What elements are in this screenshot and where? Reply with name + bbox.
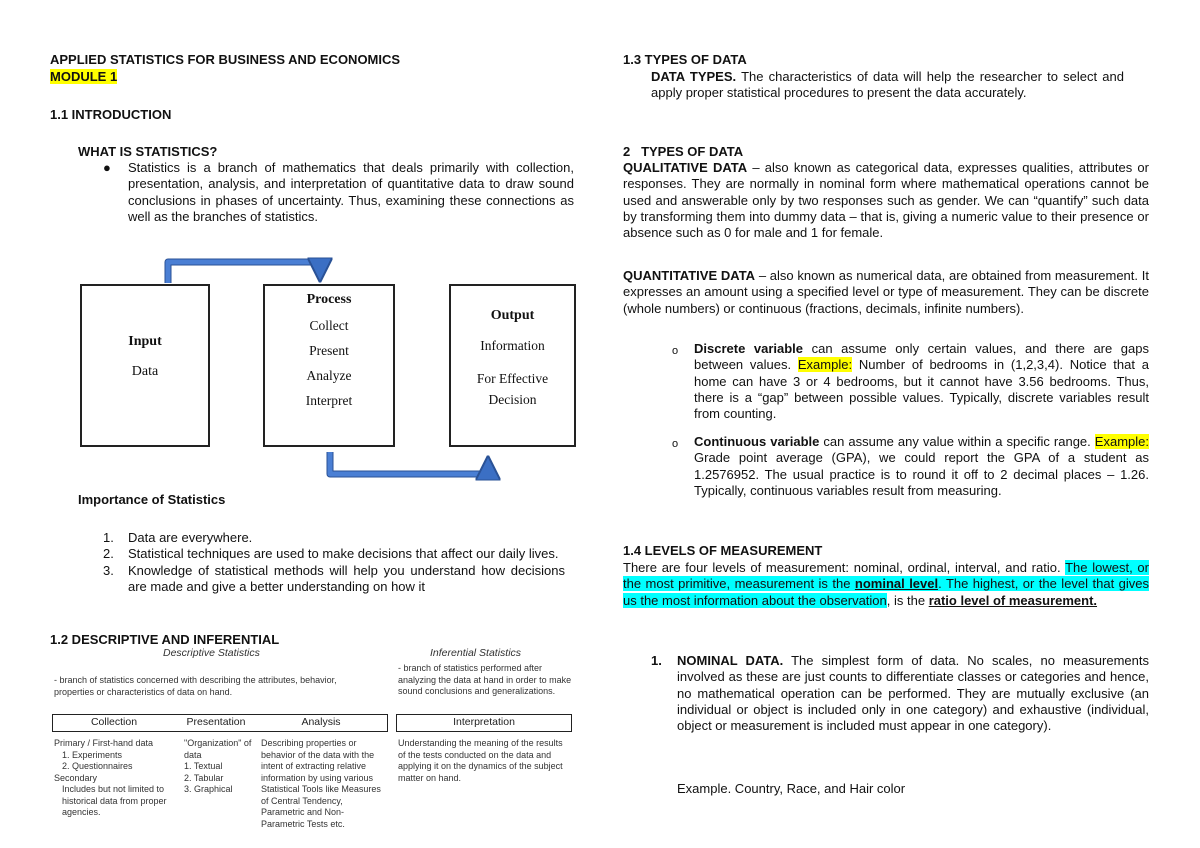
output-box bbox=[449, 284, 576, 447]
inferential-definition: - branch of statistics performed after analyzing the data at hand in order to make sound conclusions and generalizations. bbox=[398, 663, 572, 696]
discrete-variable-item: Discrete variable can assume only certain values, and there are gaps between values. Example: Number of bedrooms in (1,2,3,4). Notice that a home can have 3 or 4 bedrooms, but it cannot have 3.56 bedrooms. Thus, there is a “gap” between possible values. Typically, discrete variables result from counting. bbox=[694, 341, 1149, 422]
collection-cell: Primary / First-hand data 1. Experiments 2. Questionnaires Secondary Includes but not limited to historical data from proper agencies. bbox=[54, 738, 167, 817]
process-item-interpret: Interpret bbox=[305, 393, 353, 408]
list-item: 1. Data are everywhere. bbox=[103, 530, 253, 545]
output-item-information: Information bbox=[480, 338, 545, 353]
list-item: 3. Knowledge of statistical methods will help you understand how decisions are made and give a better understanding on how it bbox=[103, 562, 565, 594]
output-item-decision: For Effective Decision bbox=[476, 371, 549, 407]
header-collection: Collection bbox=[90, 716, 138, 728]
levels-heading: 1.4 LEVELS OF MEASUREMENT bbox=[623, 543, 823, 558]
data-types-paragraph: DATA TYPES. The characteristics of data will help the researcher to select and apply proper statistical procedures to present the data accurately. bbox=[651, 69, 1124, 101]
header-analysis: Analysis bbox=[301, 716, 341, 728]
what-is-statistics-heading: WHAT IS STATISTICS? bbox=[78, 144, 218, 159]
importance-heading: Importance of Statistics bbox=[78, 492, 226, 507]
presentation-cell: "Organization" of data 1. Textual 2. Tabular 3. Graphical bbox=[184, 738, 252, 794]
header-presentation: Presentation bbox=[186, 716, 246, 728]
two-types-heading: 2 TYPES OF DATA bbox=[623, 144, 744, 159]
arrow-input-to-process bbox=[168, 262, 320, 283]
module-highlight: MODULE 1 bbox=[50, 69, 118, 84]
quantitative-paragraph: QUANTITATIVE DATA – also known as numerical data, are obtained from measurement. It expresses an amount using a specified level or type of measurement. They can be discrete (whole numbers) or continuous (fractions, decimals, infinite numbers). bbox=[623, 268, 1149, 316]
output-title: Output bbox=[490, 308, 535, 323]
nominal-example: Example. Country, Race, and Hair color bbox=[677, 781, 906, 796]
nominal-number: 1. bbox=[651, 653, 662, 668]
process-item-analyze: Analyze bbox=[306, 368, 352, 383]
statistics-definition: Statistics is a branch of mathematics that deals primarily with collection, presentation, analysis, and interpretation of quantitative data to draw sound conclusions in phases of uncertainty. Thus, examining these connections as well as the branches of statistics. bbox=[128, 160, 574, 224]
input-box bbox=[80, 284, 210, 447]
bullet-icon: ● bbox=[103, 160, 111, 175]
analysis-cell: Describing properties or behavior of the data with the intent of extracting relative information by using various Statistical Tools like Measures of Central Tendency, Parametric and Non-Parametric Tests etc. bbox=[261, 738, 381, 829]
qualitative-paragraph: QUALITATIVE DATA – also known as categorical data, expresses qualities, attributes or responses. They are normally in nominal form where mathematical operations cannot be used and answerable only by two responses such as gender. We can “quantify” such data by transforming them into dummy data – that is, giving a numeric value to their presence or absence such as 0 for male and 1 for female. bbox=[623, 160, 1149, 241]
continuous-variable-item: Continuous variable can assume any value within a specific range. Example: Grade point average (GPA), we could report the GPA of a student as 1.2576952. The usual practice is to round it off to 2 decimal places – 1.26. Typically, continuous variables result from measuring. bbox=[694, 434, 1149, 498]
descriptive-inferential-heading: 1.2 DESCRIPTIVE AND INFERENTIAL bbox=[50, 632, 280, 647]
process-title: Process bbox=[306, 292, 352, 307]
descriptive-title: Descriptive Statistics bbox=[163, 647, 260, 659]
process-box bbox=[263, 284, 395, 447]
circle-bullet-icon: o bbox=[672, 345, 679, 357]
process-item-collect: Collect bbox=[309, 318, 349, 333]
nominal-level-term: nominal level bbox=[854, 576, 939, 592]
descriptive-definition: - branch of statistics concerned with describing the attributes, behavior, properties or characteristics of data on hand. bbox=[54, 675, 337, 697]
example-highlight: Example: bbox=[797, 357, 853, 373]
input-item: Data bbox=[131, 364, 159, 379]
importance-list bbox=[103, 530, 565, 595]
interpretation-cell: Understanding the meaning of the results of the tests conducted on the data and applying it on the dynamics of the subject matter on hand. bbox=[398, 738, 563, 783]
inferential-title: Inferential Statistics bbox=[430, 647, 522, 659]
process-item-present: Present bbox=[309, 343, 349, 358]
input-title: Input bbox=[128, 334, 162, 349]
arrow-process-to-output bbox=[330, 452, 488, 474]
example-highlight: Example: bbox=[1094, 434, 1149, 449]
ratio-level-term: ratio level of measurement. bbox=[928, 592, 1098, 608]
intro-heading: 1.1 INTRODUCTION bbox=[50, 107, 172, 122]
list-item: 2. Statistical techniques are used to make decisions that affect our daily lives. bbox=[103, 546, 559, 562]
nominal-data-paragraph: NOMINAL DATA. The simplest form of data. No scales, no measurements involved as these are just counts to differentiate classes or categories and hence, no mathematical operation can be performed. They are mutually exclusive (an individual or object is included only in one category) and exhaustive (individual, object or measurement is included must appear in one category). bbox=[677, 653, 1149, 734]
circle-bullet-icon: o bbox=[672, 438, 679, 450]
levels-paragraph: There are four levels of measurement: nominal, ordinal, interval, and ratio. The lowest, or the most primitive, measurement is the nominal level. The highest, or the level that gives us the most information about the observation, is the ratio level of measurement. bbox=[623, 560, 1149, 608]
types-of-data-heading: 1.3 TYPES OF DATA bbox=[623, 52, 747, 67]
document-title: APPLIED STATISTICS FOR BUSINESS AND ECONOMICS bbox=[50, 52, 401, 67]
header-interpretation: Interpretation bbox=[453, 716, 515, 728]
